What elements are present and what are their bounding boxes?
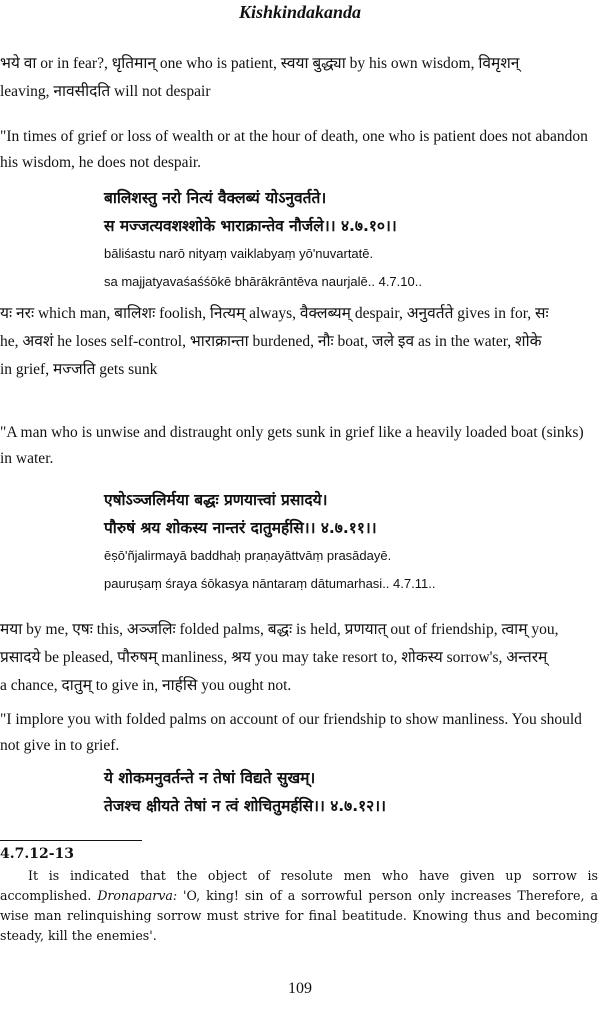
devanagari-line: बालिशस्तु नरो नित्यं वैक्लब्यं योऽनुवर्तते।: [104, 189, 327, 207]
text-line: मया by me, एषः this, अञ्जलिः folded palms, बद्धः is held, प्रणयात् out of friendship, त्वाम् you,: [0, 621, 559, 638]
devanagari-line: स मज्जत्यवशश्शोके भाराक्रान्तेव नौर्जले।। ४.७.१०।।: [104, 217, 397, 235]
footnote-lead: It is indicated that the object of resolute men who have given up sorrow is: [28, 868, 598, 883]
text-line: in water.: [0, 450, 54, 467]
transliteration-line: bāliśastu narō nityaṃ vaiklabyaṃ yō'nuvartatē.: [104, 246, 374, 261]
text-line: "In times of grief or loss of wealth or at the hour of death, one who is patient does not abandon: [0, 128, 588, 145]
translation-paragraph: [0, 420, 598, 472]
word-gloss-paragraph: [0, 300, 598, 384]
sanskrit-verse: [104, 486, 594, 598]
devanagari-line: पौरुषं श्रय शोकस्य नान्तरं दातुमर्हसि।। ४.७.११।।: [104, 519, 377, 537]
text-line: a chance, दातुम् to give in, नार्हसि you ought not.: [0, 677, 292, 694]
devanagari-line: तेजश्च क्षीयते तेषां न त्वं शोचितुमर्हसि।। ४.७.१२।।: [104, 797, 386, 815]
word-gloss-paragraph: [0, 50, 598, 106]
sanskrit-verse: [104, 184, 594, 296]
text-line: "I implore you with folded palms on account of our friendship to show manliness. You should: [0, 711, 582, 728]
devanagari-line: एषोऽञ्जलिर्मया बद्धः प्रणयात्त्वां प्रसादये।: [104, 491, 328, 509]
text-line: भये वा or in fear?, धृतिमान् one who is patient, स्वया बुद्ध्या by his own wisdom, विमृशन्: [0, 55, 520, 72]
page-number: 109: [288, 980, 312, 997]
sanskrit-verse: [104, 764, 594, 820]
text-line: leaving, नावसीदति will not despair: [0, 83, 211, 100]
translation-paragraph: [0, 707, 598, 759]
text-line: प्रसादये be pleased, पौरुषम् manliness, श्रय you may take resort to, शोकस्य sorrow's, अन्तरम्: [0, 649, 548, 666]
text-line: "A man who is unwise and distraught only gets sunk in grief like a heavily loaded boat (sinks): [0, 424, 584, 441]
word-gloss-paragraph: [0, 616, 598, 700]
footnote-text: [0, 866, 598, 946]
text-line: यः नरः which man, बालिशः foolish, नित्यम् always, वैक्लब्यम् despair, अनुवर्तते gives in for, सः: [0, 305, 549, 322]
text-line: not give in to grief.: [0, 737, 120, 754]
text-line: in grief, मज्जति gets sunk: [0, 361, 158, 378]
translation-paragraph: [0, 124, 598, 176]
text-line: his wisdom, he does not despair.: [0, 154, 202, 171]
footnote-citation: Dronaparva:: [97, 888, 178, 903]
transliteration-line: pauruṣaṃ śraya śōkasya nāntaraṃ dātumarhasi.. 4.7.11..: [104, 576, 436, 591]
running-header: Kishkindakanda: [238, 2, 362, 22]
text-line: he, अवशं he loses self-control, भाराक्रान्ता burdened, नौः boat, जले इव as in the water, शोके: [0, 333, 542, 350]
footnote-divider: [0, 840, 142, 841]
transliteration-line: sa majjatyavaśaśśōkē bhārākrāntēva naurjalē.. 4.7.10..: [104, 274, 422, 289]
footnote-heading: 4.7.12-13: [0, 846, 75, 862]
transliteration-line: ēṣō'ñjalirmayā baddhaḥ praṇayāttvāṃ prasādayē.: [104, 548, 392, 563]
devanagari-line: ये शोकमनुवर्तन्ते न तेषां विद्यते सुखम्।: [104, 769, 316, 787]
footnote-text-part: 'O, king! sin of a sorrowful person only increases Therefore, a wise man relinquishing sorrow must strive for final beatitude. Knowing thus and becoming steady, kill the enemies'.: [0, 888, 598, 943]
footnote-text-part: accomplished.: [0, 888, 98, 903]
